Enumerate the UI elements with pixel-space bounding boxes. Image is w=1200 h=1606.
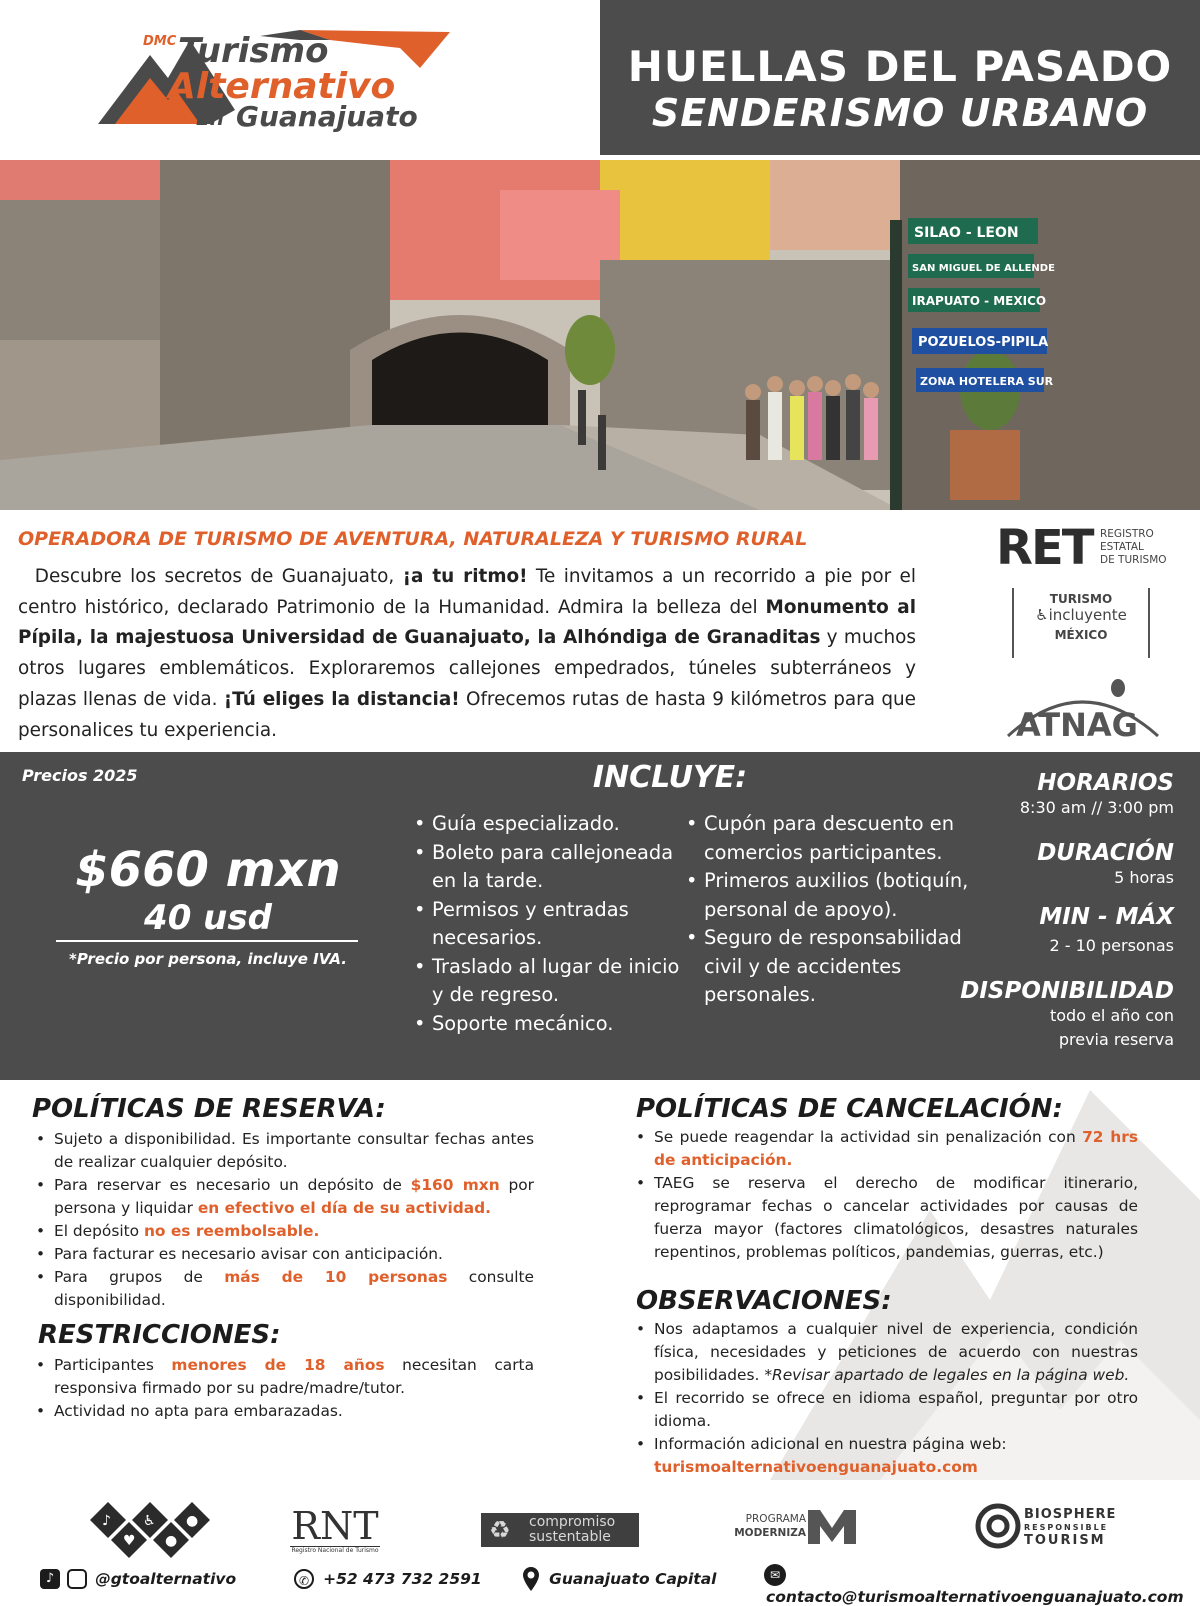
- svg-text:Turismo: Turismo: [178, 31, 329, 71]
- list-item: • Sujeto a disponibilidad. Es importante consultar fechas antes de realizar cualquier depósito.: [32, 1128, 534, 1174]
- hero-photo: [0, 160, 1200, 510]
- svg-text:Alternativo: Alternativo: [168, 66, 396, 107]
- ret-badge: RET REGISTRO ESTATAL DE TURISMO: [996, 520, 1167, 576]
- intro-paragraph: Descubre los secretos de Guanajuato, ¡a tu ritmo! Te invitamos a un recorrido a pie por el centro histórico, declarado Patrimonio de la Humanidad. Admira la belleza del Monumento al Pípila, la majestuosa Universidad de Guanajuato, la Alhóndiga de Granaditas y muchos otros lugares emblemáticos. Exploraremos callejones empedrados, túneles subterráneos y plazas llenas de vida. ¡Tú eliges la distancia! Ofrecemos rutas de hasta 9 kilómetros para que personalices tu experiencia.: [18, 566, 916, 741]
- email-contact[interactable]: ✉ contacto@turismoalternativoenguanajuato.com: [764, 1564, 1200, 1590]
- programa-moderniza-text: PROGRAMA MODERNIZA: [734, 1513, 806, 1539]
- compromiso-sustentable-logo: ♻ compromiso sustentable: [481, 1513, 639, 1547]
- svg-text:SILAO - LEON: SILAO - LEON: [914, 225, 1019, 241]
- list-item: • Traslado al lugar de inicio y de regreso.: [410, 953, 680, 1010]
- restricciones-title: RESTRICCIONES:: [38, 1320, 281, 1350]
- svg-text:ATNAG: ATNAG: [1016, 706, 1138, 744]
- minmax-block: MIN - MÁX 2 - 10 personas: [1039, 904, 1174, 955]
- reserva-title: POLÍTICAS DE RESERVA:: [32, 1094, 386, 1124]
- list-item: • Para grupos de más de 10 personas consulte disponibilidad.: [32, 1266, 534, 1312]
- price-note: *Precio por persona, incluye IVA.: [69, 950, 347, 968]
- atnag-badge: [1000, 674, 1165, 746]
- price-divider: [56, 940, 358, 942]
- svg-text:SAN MIGUEL DE ALLENDE: SAN MIGUEL DE ALLENDE: [912, 263, 1055, 274]
- svg-text:POZUELOS-PIPILA: POZUELOS-PIPILA: [918, 335, 1049, 350]
- svg-text:En: En: [196, 106, 224, 130]
- list-item: • Información adicional en nuestra página web: turismoalternativoenguanajuato.com: [632, 1433, 1138, 1479]
- cancelacion-title: POLÍTICAS DE CANCELACIÓN:: [636, 1094, 1063, 1124]
- duracion-block: DURACIÓN 5 horas: [1037, 840, 1174, 887]
- list-item: • Actividad no apta para embarazadas.: [32, 1400, 534, 1423]
- location-contact: Guanajuato Capital: [522, 1566, 717, 1592]
- tiktok-icon: ♪: [40, 1569, 60, 1589]
- list-item: • Nos adaptamos a cualquier nivel de experiencia, condición física, necesidades y peticiones de acuerdo con nuestras posibilidades. *Revisar apartado de legales en la página web.: [632, 1318, 1138, 1387]
- biosphere-text: BIOSPHERE RESPONSIBLE TOURISM: [1024, 1507, 1117, 1548]
- observaciones-title: OBSERVACIONES:: [636, 1286, 892, 1316]
- hearing-icon: ♪: [102, 1513, 111, 1529]
- turismo-incluyente-badge: TURISMO ♿incluyente MÉXICO: [1012, 588, 1150, 658]
- incluye-title: INCLUYE:: [592, 760, 748, 795]
- email-icon: ✉: [764, 1564, 786, 1586]
- list-item: • Participantes menores de 18 años necesitan carta responsiva firmado por su padre/madre/tutor.: [32, 1354, 534, 1400]
- observaciones-list: [632, 1318, 1138, 1479]
- family-icon: ♥: [123, 1533, 136, 1549]
- wheelchair-icon: ♿: [143, 1513, 156, 1529]
- instagram-icon: [67, 1569, 87, 1589]
- company-logo: [0, 0, 600, 155]
- phone-contact[interactable]: ✆ +52 473 732 2591: [294, 1568, 482, 1592]
- incluye-list-2: [682, 810, 972, 1010]
- whatsapp-icon: ✆: [294, 1569, 314, 1589]
- list-item: • El recorrido se ofrece en idioma español, preguntar por otro idioma.: [632, 1387, 1138, 1433]
- list-item: • Primeros auxilios (botiquín, personal de apoyo).: [682, 867, 972, 924]
- page-subtitle: SENDERISMO URBANO: [651, 91, 1149, 135]
- wheelchair-icon: ♿: [1035, 606, 1049, 624]
- svg-text:IRAPUATO - MEXICO: IRAPUATO - MEXICO: [912, 294, 1047, 308]
- website-link[interactable]: turismoalternativoenguanajuato.com: [654, 1458, 978, 1476]
- header-title-area: [600, 0, 1200, 155]
- balloon-icon: [1111, 679, 1125, 697]
- svg-text:Guanajuato: Guanajuato: [236, 100, 418, 133]
- list-item: • Permisos y entradas necesarios.: [410, 896, 680, 953]
- recycle-icon: ♻: [489, 1516, 511, 1544]
- biosphere-icon: [974, 1502, 1022, 1550]
- reserva-list: [32, 1128, 534, 1312]
- list-item: • Cupón para descuento en comercios participantes.: [682, 810, 972, 867]
- disponibilidad-block: DISPONIBILIDAD todo el año con previa reserva: [960, 978, 1174, 1049]
- list-item: • TAEG se reserva el derecho de modificar itinerario, reprogramar fechas o cancelar actividades por causas de fuerza mayor (factores climatológicos, desastres naturales repentinos, problemas políticos, pandemias, guerras, etc.): [632, 1172, 1138, 1264]
- horarios-block: HORARIOS 8:30 am // 3:00 pm: [1019, 770, 1174, 817]
- list-item: • Seguro de responsabilidad civil y de accidentes personales.: [682, 924, 972, 1010]
- social-handle[interactable]: ♪ @gtoalternativo: [40, 1568, 236, 1592]
- list-item: • Boleto para callejoneada en la tarde.: [410, 839, 680, 896]
- accessibility-icons: [88, 1498, 218, 1560]
- incluye-list-1: [410, 810, 680, 1038]
- person-icon: ●: [165, 1533, 178, 1549]
- list-item: • Para facturar es necesario avisar con anticipación.: [32, 1243, 534, 1266]
- price-mxn: $660 mxn: [75, 842, 341, 898]
- blind-icon: ●: [186, 1513, 199, 1529]
- svg-text:DMC: DMC: [143, 34, 177, 49]
- prices-label: Precios 2025: [22, 766, 138, 785]
- street-scene-illustration: [0, 160, 1200, 510]
- moderniza-logo: [806, 1506, 858, 1546]
- list-item: • Se puede reagendar la actividad sin penalización con 72 hrs de anticipación.: [632, 1126, 1138, 1172]
- svg-text:ZONA HOTELERA SUR: ZONA HOTELERA SUR: [920, 375, 1054, 388]
- list-item: • Guía especializado.: [410, 810, 680, 839]
- tagline: OPERADORA DE TURISMO DE AVENTURA, NATURALEZA Y TURISMO RURAL: [18, 528, 808, 550]
- list-item: • Soporte mecánico.: [410, 1010, 680, 1039]
- rnt-logo: RNT Registro Nacional de Turismo: [291, 1504, 379, 1554]
- atnag-logo: [1000, 674, 1165, 746]
- location-pin-icon: [522, 1566, 540, 1592]
- restricciones-list: [32, 1354, 534, 1423]
- price-usd: 40 usd: [144, 898, 272, 938]
- list-item: • El depósito no es reembolsable.: [32, 1220, 534, 1243]
- list-item: • Para reservar es necesario un depósito de $160 mxn por persona y liquidar en efectivo el día de su actividad.: [32, 1174, 534, 1220]
- cancelacion-list: [632, 1126, 1138, 1264]
- page-title: HUELLAS DEL PASADO: [627, 42, 1173, 91]
- header-logo-area: [0, 0, 600, 155]
